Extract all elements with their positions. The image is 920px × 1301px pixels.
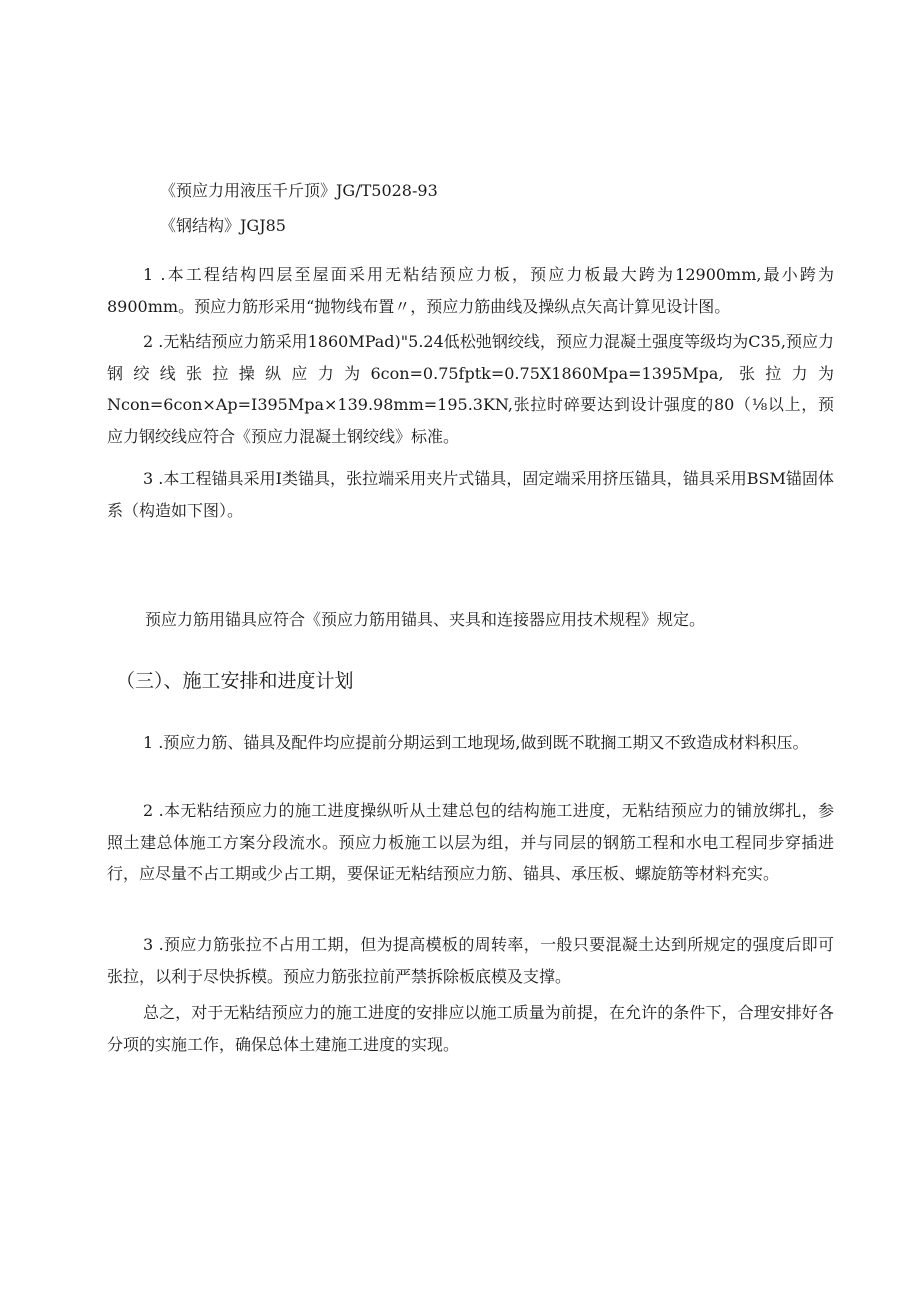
section-two-item-2: 2 .无粘结预应力筋采用1860MPad)"5.24低松弛钢绞线，预应力混凝土强度等级均为C35,预应力钢绞线张拉操纵应力为6con=0.75fptk=0.75X1860Mpa=1395Mpa, 张拉力为Ncon=6con×Ap=I395Mpa×139.98mm=195.3KN,张拉时碎要达到设计强度的80（⅛以上，预应力钢绞线应符合《预应力混凝土钢绞线》标准。: [107, 332, 834, 446]
section-three-item-3: 3 .预应力筋张拉不占用工期，但为提高模板的周转率，一般只要混凝土达到所规定的强度后即可张拉，以利于尽快拆模。预应力筋张拉前严禁拆除板底模及支撑。: [107, 935, 834, 986]
section-three-item-2: 2 .本无粘结预应力的施工进度操纵听从土建总包的结构施工进度，无粘结预应力的铺放绑扎，参照土建总体施工方案分段流水。预应力板施工以层为组，并与同层的钢筋工程和水电工程同步穿插进行，应尽量不占工期或少占工期，要保证无粘结预应力筋、锚具、承压板、螺旋筋等材料充实。: [107, 801, 834, 883]
section-three-heading: （三）、施工安排和进度计划: [116, 670, 354, 692]
reference-line: 《钢结构》JGJ85: [160, 216, 286, 235]
section-two-item-1: 1 .本工程结构四层至屋面采用无粘结预应力板，预应力板最大跨为12900mm,最小跨为8900mm。预应力筋形采用“抛物线布置〃，预应力筋曲线及操纵点矢高计算见设计图。: [107, 265, 834, 316]
reference-line: 《预应力用液压千斤顶》JG/T5028-93: [160, 181, 438, 200]
section-three-item-1: 1 .预应力筋、锚具及配件均应提前分期运到工地现场,做到既不耽搁工期又不致造成材料积压。: [143, 733, 809, 752]
summary-paragraph: 总之，对于无粘结预应力的施工进度的安排应以施工质量为前提，在允许的条件下，合理安排好各分项的实施工作，确保总体土建施工进度的实现。: [107, 1003, 834, 1054]
section-two-item-3: 3 .本工程锚具采用I类锚具，张拉端采用夹片式锚具，固定端采用挤压锚具，锚具采用BSM锚固体系（构造如下图）。: [107, 469, 834, 520]
anchor-note: 预应力筋用锚具应符合《预应力筋用锚具、夹具和连接器应用技术规程》规定。: [145, 610, 706, 629]
